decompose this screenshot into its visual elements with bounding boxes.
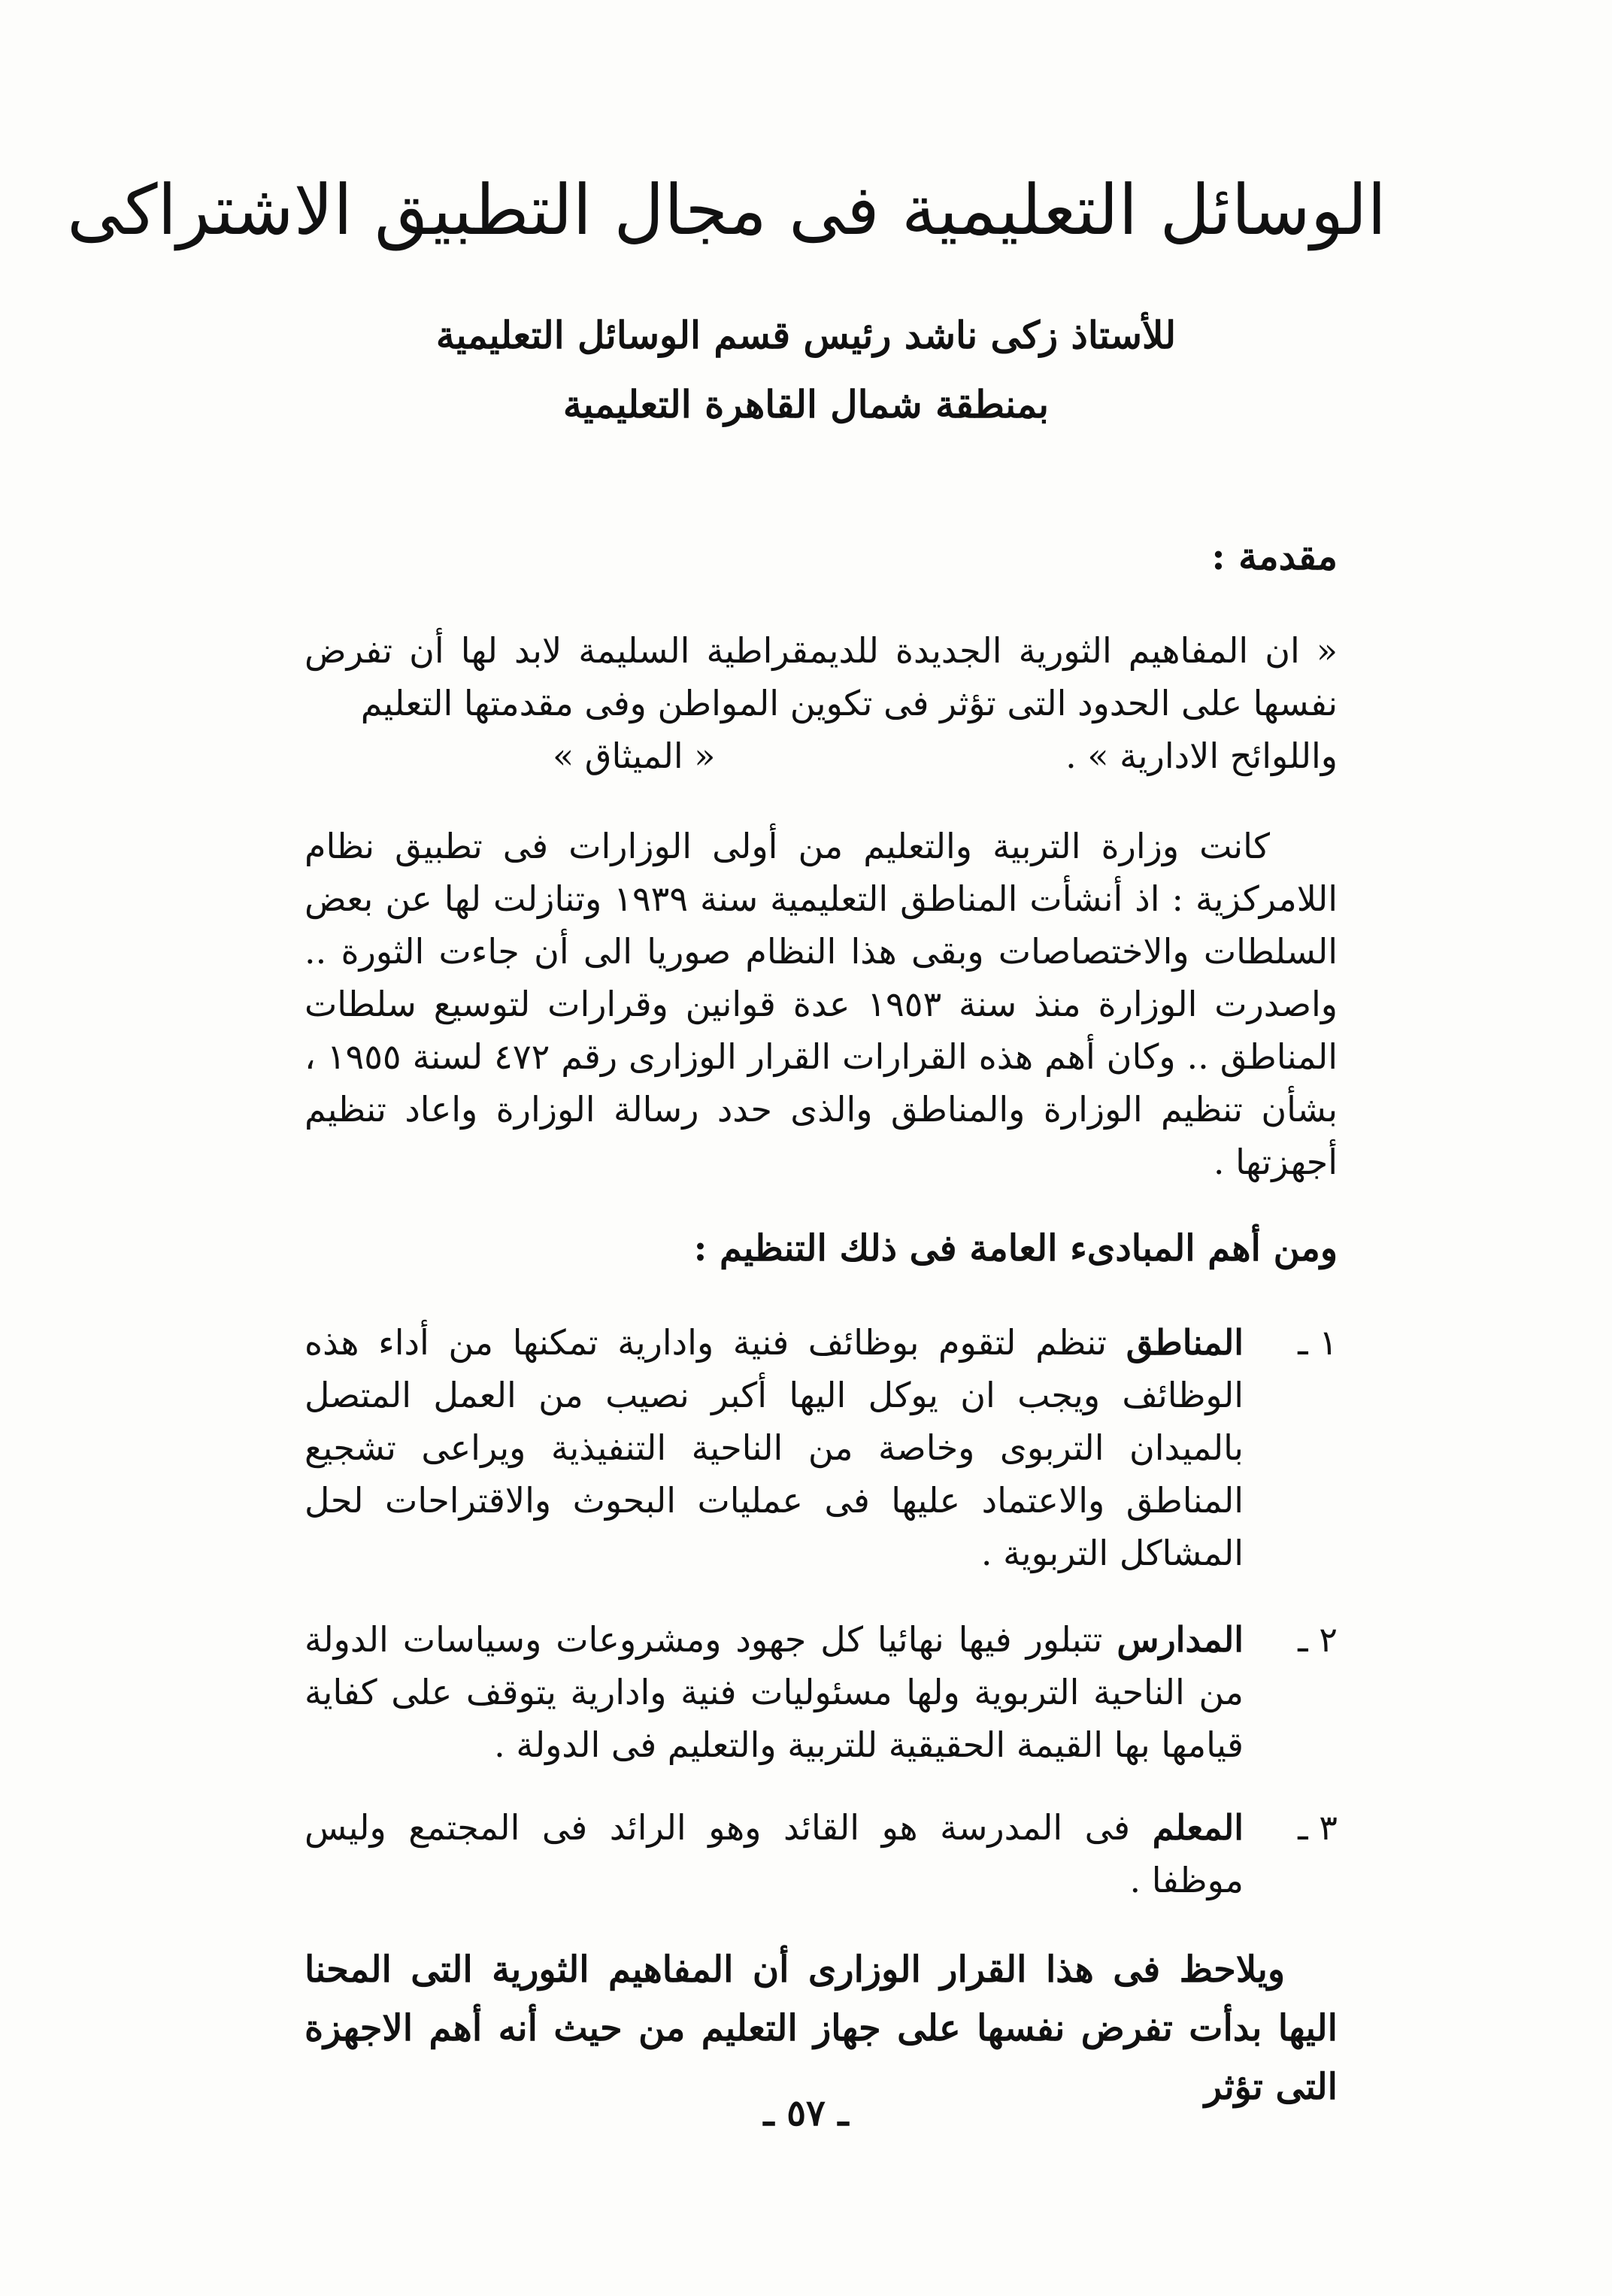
list-item-number: ٣ ـ [1298, 1807, 1338, 1848]
list-item-keyword: المدارس [1117, 1619, 1244, 1660]
paragraph-text: كانت وزارة التربية والتعليم من أولى الوزارات فى تطبيق نظام اللامركزية : اذ أنشأت المناطق التعليمية سنة ١٩٣٩ وتنازلت لها عن بعض السلطات والاختصاصات وبقى هذا النظام صوريا الى أن جاءت الثورة .. واصدرت الوزارة منذ سنة ١٩٥٣ عدة قوانين وقرارات لتوسيع سلطات المناطق .. وكان أهم هذه القرارات القرار الوزارى رقم ٤٧٢ لسنة ١٩٥٥ ، بشأن تنظيم الوزارة والمناطق والذى حدد رسالة الوزارة واعاد تنظيم أجهزتها . [305, 826, 1338, 1182]
charter-quote [305, 624, 1338, 782]
quote-source: « الميثاق » [553, 736, 716, 776]
list-item-body [305, 1801, 1244, 1906]
byline-line-2: بمنطقة شمال القاهرة التعليمية [562, 382, 1050, 426]
article-title: الوسائل التعليمية فى مجال التطبيق الاشتراكى [67, 170, 1386, 250]
list-item-body [305, 1316, 1244, 1579]
list-item [305, 1801, 1338, 1906]
list-item-text: فى المدرسة هو القائد وهو الرائد فى المجتمع وليس موظفا . [305, 1807, 1244, 1900]
list-item-body [305, 1613, 1244, 1771]
quote-last-line: واللوائح الادارية » . [1065, 736, 1338, 776]
list-item [305, 1613, 1338, 1771]
list-item-text: تتبلور فيها نهائيا كل جهود ومشروعات وسياسات الدولة من الناحية التربوية ولها مسئوليات فنية وادارية يتوقف على كفاية قيامها بها القيمة الحقيقية للتربية والتعليم فى الدولة . [305, 1619, 1244, 1765]
closing-paragraph: ويلاحظ فى هذا القرار الوزارى أن المفاهيم الثورية التى المحنا اليها بدأت تفرض نفسها على جهاز التعليم من حيث أنه أهم الاجهزة التى تؤثر [305, 1949, 1338, 2108]
quote-text: « ان المفاهيم الثورية الجديدة للديمقراطية السليمة لابد لها أن تفرض نفسها على الحدود التى تؤثر فى تكوين المواطن وفى مقدمتها التعليم [305, 630, 1338, 723]
list-item-text: تنظم لتقوم بوظائف فنية وادارية تمكنها من أداء هذه الوظائف ويجب ان يوكل اليها أكبر نصيب من العمل المتصل بالميدان التربوى وخاصة من الناحية التنفيذية ويراعى تشجيع المناطق والاعتماد عليها فى عمليات البحوث والاقتراحات لحل المشاكل التربوية . [305, 1322, 1244, 1573]
list-item [305, 1316, 1338, 1579]
quote-tail [305, 729, 1338, 782]
list-item-keyword: المناطق [1126, 1322, 1244, 1363]
author-byline [226, 301, 1386, 439]
principles-heading: ومن أهم المبادىء العامة فى ذلك التنظيم : [693, 1227, 1338, 1269]
list-item-keyword: المعلم [1152, 1807, 1244, 1848]
byline-line-1: للأستاذ زكى ناشد رئيس قسم الوسائل التعليمية [435, 313, 1177, 357]
list-item-number: ١ ـ [1298, 1322, 1338, 1363]
list-item-number: ٢ ـ [1298, 1619, 1338, 1660]
page-number: ـ ٥٧ ـ [763, 2092, 849, 2134]
paragraph-ministry-history [305, 820, 1338, 1188]
intro-heading: مقدمة : [1211, 534, 1338, 578]
